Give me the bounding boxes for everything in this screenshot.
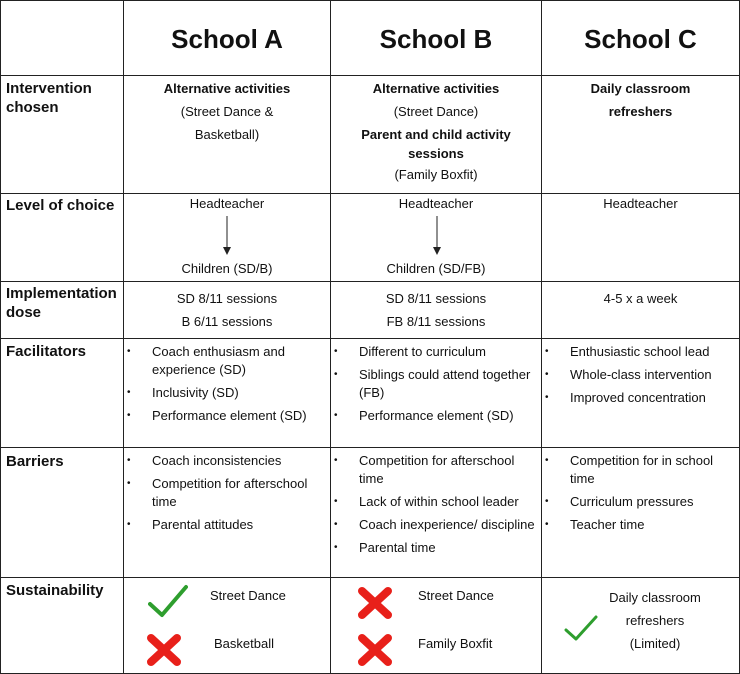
list-item: • Enthusiastic school lead	[542, 343, 739, 361]
intervention-title-text: Daily classroom refreshers	[590, 81, 691, 119]
list-item: • Coach inconsistencies	[124, 452, 330, 470]
intervention-detail: Basketball)	[194, 127, 260, 142]
list-item: • Teacher time	[542, 516, 739, 534]
grid-line	[0, 577, 740, 578]
header-school-a: School A	[171, 24, 283, 54]
choice-top-school-c: Headteacher	[603, 196, 678, 211]
checkmark-icon	[148, 584, 188, 618]
facilitators-school-b	[331, 343, 541, 430]
row-label-barriers: Barriers	[6, 453, 64, 470]
intervention-title: Alternative activities	[372, 81, 500, 96]
grid-line	[0, 0, 740, 1]
list-item: • Curriculum pressures	[542, 493, 739, 511]
list-item: • Improved concentration	[542, 389, 739, 407]
arrow-down-icon	[221, 216, 233, 256]
list-item: • Parental attitudes	[124, 516, 330, 534]
barriers-school-c	[542, 452, 739, 539]
cross-icon	[357, 633, 393, 667]
cross-icon	[146, 633, 182, 667]
list-item: • Coach enthusiasm and experience (SD)	[124, 343, 330, 379]
sustainability-label: Basketball	[214, 636, 274, 651]
list-item: • Whole-class intervention	[542, 366, 739, 384]
list-item: • Parental time	[331, 539, 541, 557]
list-item: • Lack of within school leader	[331, 493, 541, 511]
sustainability-label: Street Dance	[210, 588, 286, 603]
choice-bottom-school-b: Children (SD/FB)	[386, 261, 486, 276]
list-item: • Performance element (SD)	[331, 407, 541, 425]
sustainability-school-c	[590, 586, 720, 655]
list-item: • Coach inexperience/ discipline	[331, 516, 541, 534]
sustainability-line: (Limited)	[629, 636, 681, 651]
choice-bottom-school-a: Children (SD/B)	[181, 261, 273, 276]
grid-line	[0, 281, 740, 282]
grid-line	[0, 193, 740, 194]
row-label-dose: Implementation dose	[6, 285, 117, 321]
header-school-b: School B	[379, 24, 493, 54]
cross-icon	[357, 586, 393, 620]
grid-line	[0, 447, 740, 448]
list-item: • Inclusivity (SD)	[124, 384, 330, 402]
barriers-school-a	[124, 452, 330, 539]
list-item: • Competition for in school time	[542, 452, 739, 488]
dose-line: B 6/11 sessions	[181, 314, 273, 329]
choice-top-school-b: Headteacher	[398, 196, 474, 211]
list-item: • Different to curriculum	[331, 343, 541, 361]
barriers-school-b	[331, 452, 541, 562]
intervention-school-a	[124, 77, 330, 146]
list-item: • Performance element (SD)	[124, 407, 330, 425]
intervention-title-2: Parent and child activity sessions	[361, 127, 511, 161]
list-item: • Siblings could attend together (FB)	[331, 366, 541, 402]
row-label-facilitators: Facilitators	[6, 343, 87, 360]
list-item: • Competition for afterschool time	[124, 475, 330, 511]
row-label-sustainability: Sustainability	[6, 582, 104, 599]
sustainability-line: refreshers	[625, 613, 685, 628]
dose-line: SD 8/11 sessions	[176, 291, 278, 306]
dose-line: FB 8/11 sessions	[386, 314, 486, 329]
choice-top-school-a: Headteacher	[189, 196, 265, 211]
dose-school-b	[331, 287, 541, 333]
facilitators-school-c	[542, 343, 739, 412]
intervention-detail: (Street Dance &	[180, 104, 274, 119]
list-item: • Competition for afterschool time	[331, 452, 541, 488]
intervention-detail: (Family Boxfit)	[394, 167, 478, 182]
dose-line: SD 8/11 sessions	[385, 291, 487, 306]
grid-line	[0, 75, 740, 76]
sustainability-label: Street Dance	[418, 588, 494, 603]
intervention-school-b	[331, 77, 541, 186]
facilitators-school-a	[124, 343, 330, 430]
intervention-school-c	[542, 77, 739, 123]
row-label-choice: Level of choice	[6, 197, 115, 214]
intervention-detail: (Street Dance)	[393, 104, 479, 119]
dose-school-a	[124, 287, 330, 333]
intervention-title: Alternative activities	[163, 81, 291, 96]
arrow-down-icon	[431, 216, 443, 256]
intervention-title	[542, 77, 739, 123]
sustainability-line: Daily classroom	[609, 590, 701, 605]
dose-line: 4-5 x a week	[603, 291, 678, 306]
header-school-c: School C	[584, 24, 697, 54]
dose-school-c	[542, 287, 739, 310]
row-label-intervention: Intervention chosen	[6, 80, 92, 116]
grid-line	[0, 338, 740, 339]
sustainability-label: Family Boxfit	[418, 636, 493, 651]
